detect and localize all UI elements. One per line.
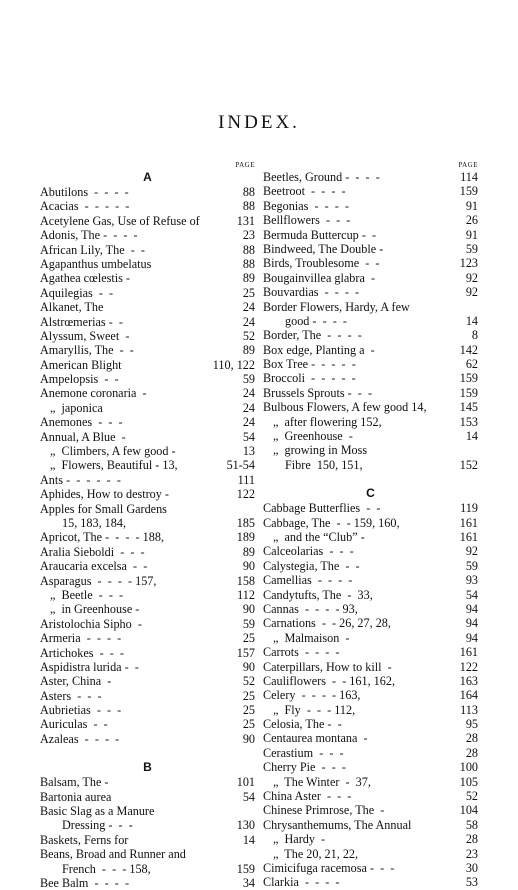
entry-pages: 88: [242, 199, 255, 214]
entry-text: Candytufts, The - 33,: [263, 587, 373, 602]
entry-text: Beans, Broad and Runner and: [40, 847, 186, 862]
entry-text: Asters - - -: [40, 688, 102, 703]
index-entry: [263, 530, 478, 544]
index-entry: [40, 847, 255, 861]
entry-text: „ Greenhouse -: [273, 429, 353, 444]
entry-pages: 95: [465, 717, 478, 732]
index-entry: [263, 328, 478, 342]
entry-text: Aubrietias - - -: [40, 703, 122, 718]
entry-text: Baskets, Ferns for: [40, 832, 129, 847]
index-entry: [40, 329, 255, 343]
entry-pages: 58: [465, 817, 478, 832]
entry-text: Centaurea montana -: [263, 731, 368, 746]
index-entry: [40, 790, 255, 804]
entry-text: Acacias - - - - -: [40, 199, 130, 214]
index-entry: [263, 832, 478, 846]
entry-text: Cannas - - - - 93,: [263, 601, 358, 616]
entry-text: Bouvardias - - - -: [263, 285, 360, 300]
index-entry: [263, 343, 478, 357]
entry-text: Brussels Sprouts - - -: [263, 385, 373, 400]
index-entry: [263, 645, 478, 659]
entry-text: Bougainvillea glabra -: [263, 270, 376, 285]
entry-text: Begonias - - - -: [263, 198, 349, 213]
index-entry: [40, 516, 255, 530]
entry-pages: 53: [465, 875, 478, 890]
index-column-right: [263, 160, 478, 890]
index-entry: [263, 429, 478, 443]
index-entry: [263, 386, 478, 400]
index-entry: [263, 501, 478, 515]
entry-pages: 25: [242, 703, 255, 718]
entry-pages: 164: [459, 688, 478, 703]
index-entry: [263, 731, 478, 745]
entry-pages: 88: [242, 185, 255, 199]
entry-pages: 59: [465, 558, 478, 573]
entry-pages: 161: [459, 529, 478, 544]
entry-text: Chrysanthemums, The Annual: [263, 817, 412, 832]
entry-pages: 122: [459, 659, 478, 674]
entry-text: French - - - 158,: [62, 861, 151, 876]
index-entry: [263, 242, 478, 256]
entry-text: Box edge, Planting a -: [263, 342, 375, 357]
entry-pages: 89: [242, 544, 255, 559]
index-entry: [40, 502, 255, 516]
entry-text: Broccoli - - - - -: [263, 371, 356, 386]
entry-text: „ and the “Club” -: [273, 529, 365, 544]
index-entry: [40, 559, 255, 573]
entry-pages: 152: [459, 457, 478, 472]
index-entry: [263, 789, 478, 803]
entry-pages: 24: [242, 300, 255, 315]
index-entry: [263, 803, 478, 817]
entry-text: Bartonia aurea: [40, 789, 112, 804]
entry-text: „ Hardy -: [273, 832, 326, 847]
entry-pages: 25: [242, 688, 255, 703]
entry-text: „ in Greenhouse -: [50, 602, 140, 617]
entry-text: Aphides, How to destroy -: [40, 487, 169, 502]
entry-pages: 88: [242, 256, 255, 271]
entry-text: „ Malmaison -: [273, 630, 350, 645]
entry-pages: 94: [465, 630, 478, 645]
index-entry: [40, 833, 255, 847]
entry-pages: 14: [465, 313, 478, 328]
entry-pages: 131: [236, 213, 255, 228]
entry-pages: 142: [459, 342, 478, 357]
entry-pages: 24: [242, 415, 255, 430]
entry-text: Balsam, The -: [40, 775, 109, 790]
entry-text: Apples for Small Gardens: [40, 501, 167, 516]
entry-text: „ japonica: [50, 400, 103, 415]
entry-pages: 123: [459, 256, 478, 271]
index-entry: [263, 674, 478, 688]
entry-text: Cerastium - - -: [263, 745, 344, 760]
entry-text: Adonis, The - - - -: [40, 228, 138, 243]
index-entry: [40, 430, 255, 444]
entry-pages: 158: [236, 573, 255, 588]
index-entry: [40, 415, 255, 429]
entry-text: Annual, A Blue -: [40, 429, 126, 444]
index-entry: [40, 444, 255, 458]
entry-pages: 51-54: [226, 458, 255, 473]
section-letter: C: [366, 486, 375, 501]
entry-text: Alyssum, Sweet -: [40, 328, 130, 343]
index-entry: [40, 372, 255, 386]
entry-text: Fibre 150, 151,: [285, 457, 363, 472]
index-entry: [40, 689, 255, 703]
index-entry: [263, 717, 478, 731]
index-entry: [263, 357, 478, 371]
index-column-left: [40, 160, 255, 890]
entry-pages: 92: [465, 270, 478, 285]
entry-pages: 92: [465, 544, 478, 559]
entry-pages: 24: [242, 314, 255, 329]
index-entry: [40, 257, 255, 271]
entry-text: Border, The - - - -: [263, 328, 362, 343]
entry-text: Abutilons - - - -: [40, 185, 129, 199]
entry-pages: 90: [242, 559, 255, 574]
entry-text: Bulbous Flowers, A few good 14,: [263, 400, 427, 415]
index-entry: [40, 818, 255, 832]
index-entry: [40, 617, 255, 631]
entry-pages: 94: [465, 616, 478, 631]
index-entry: [40, 199, 255, 213]
index-entry: [263, 458, 478, 472]
index-entry: [263, 559, 478, 573]
entry-text: „ The Winter - 37,: [273, 774, 371, 789]
entry-text: „ Fly - - - 112,: [273, 702, 356, 717]
index-entry: [263, 228, 478, 242]
entry-pages: 25: [242, 717, 255, 732]
entry-pages: 54: [242, 789, 255, 804]
index-entry: [263, 746, 478, 760]
entry-text: „ Beetle - - -: [50, 587, 124, 602]
index-entry: [263, 818, 478, 832]
entry-pages: 23: [465, 846, 478, 861]
entry-text: Ants - - - - - -: [40, 472, 121, 487]
entry-pages: 24: [242, 400, 255, 415]
entry-text: Beetles, Ground - - - -: [263, 170, 380, 184]
entry-text: „ Flowers, Beautiful - 13,: [50, 458, 178, 473]
entry-text: Asparagus - - - - 157,: [40, 573, 157, 588]
section-letter: A: [143, 170, 152, 184]
entry-text: Calystegia, The - -: [263, 558, 360, 573]
entry-text: Dressing - - -: [62, 818, 133, 833]
index-entry: [40, 315, 255, 329]
entry-text: Bellflowers - - -: [263, 213, 351, 228]
index-entry: [40, 214, 255, 228]
entry-text: Azaleas - - - -: [40, 731, 120, 746]
entry-text: Amaryllis, The - -: [40, 343, 134, 358]
entry-text: Acetylene Gas, Use of Refuse of: [40, 213, 200, 228]
index-entry: [40, 876, 255, 890]
index-entry: [263, 861, 478, 875]
entry-text: „ The 20, 21, 22,: [273, 846, 359, 861]
index-entry: [40, 185, 255, 199]
index-entry: [263, 199, 478, 213]
entry-pages: 30: [465, 860, 478, 875]
entry-pages: 159: [459, 371, 478, 386]
entry-text: „ Climbers, A few good -: [50, 444, 176, 459]
entry-pages: 153: [459, 414, 478, 429]
entry-pages: 114: [460, 170, 478, 184]
index-entry: [263, 184, 478, 198]
index-entry: [263, 271, 478, 285]
entry-pages: 157: [236, 645, 255, 660]
index-entry: [40, 631, 255, 645]
entry-pages: 94: [465, 601, 478, 616]
entry-text: Box Tree - - - - -: [263, 357, 356, 372]
entry-pages: 122: [236, 487, 255, 502]
index-entry: [40, 358, 255, 372]
entry-pages: 62: [465, 357, 478, 372]
entry-pages: 90: [242, 659, 255, 674]
index-entry: [263, 616, 478, 630]
entry-text: Chinese Primrose, The -: [263, 803, 385, 818]
entry-text: Aspidistra lurida - -: [40, 659, 139, 674]
index-entry: [40, 602, 255, 616]
entry-text: Beetroot - - - -: [263, 184, 346, 199]
index-entry: [263, 703, 478, 717]
entry-pages: 26: [465, 213, 478, 228]
entry-pages: 52: [242, 674, 255, 689]
index-entry: [40, 674, 255, 688]
page-column-header: PAGE: [458, 161, 478, 169]
index-entry: [263, 314, 478, 328]
entry-text: Aster, China -: [40, 674, 112, 689]
entry-text: „ after flowering 152,: [273, 414, 382, 429]
index-entry: [40, 660, 255, 674]
index-entry: [263, 213, 478, 227]
index-entry: [263, 573, 478, 587]
entry-text: 15, 183, 184,: [62, 515, 126, 530]
entry-pages: 119: [460, 501, 478, 516]
entry-pages: 130: [236, 818, 255, 833]
entry-text: Bermuda Buttercup - -: [263, 227, 377, 242]
index-entry: [263, 660, 478, 674]
entry-pages: 112: [237, 587, 255, 602]
entry-pages: 59: [242, 372, 255, 387]
index-entry: [263, 415, 478, 429]
index-entry: [263, 443, 478, 457]
entry-text: Armeria - - - -: [40, 631, 122, 646]
entry-text: Artichokes - - -: [40, 645, 124, 660]
index-entry: [40, 458, 255, 472]
entry-text: Cabbage, The - - 159, 160,: [263, 515, 400, 530]
index-entry: [40, 487, 255, 501]
index-entry: [263, 300, 478, 314]
entry-text: Border Flowers, Hardy, A few: [263, 299, 410, 314]
index-entry: [263, 285, 478, 299]
index-entry: [263, 847, 478, 861]
entry-text: Agathea cœlestis -: [40, 271, 131, 286]
entry-pages: 101: [236, 775, 255, 790]
entry-text: Apricot, The - - - - 188,: [40, 530, 164, 545]
entry-text: Aristolochia Sipho -: [40, 616, 142, 631]
entry-pages: 161: [459, 515, 478, 530]
entry-text: Celosia, The - -: [263, 717, 342, 732]
entry-text: Aquilegias - -: [40, 285, 114, 300]
index-entry: [263, 400, 478, 414]
index-entry: [263, 516, 478, 530]
entry-pages: 100: [459, 760, 478, 775]
entry-pages: 28: [465, 832, 478, 847]
entry-pages: 145: [459, 400, 478, 415]
entry-pages: 14: [465, 429, 478, 444]
index-entry: [263, 170, 478, 184]
entry-pages: 13: [242, 444, 255, 459]
index-entry: [263, 256, 478, 270]
index-entry: [40, 717, 255, 731]
entry-text: China Aster - - -: [263, 789, 352, 804]
entry-text: Celery - - - - 163,: [263, 688, 361, 703]
index-entry: [263, 544, 478, 558]
index-entry: [40, 286, 255, 300]
entry-text: Carrots - - - -: [263, 645, 340, 660]
entry-pages: 52: [465, 789, 478, 804]
entry-pages: 90: [242, 602, 255, 617]
entry-text: Clarkia - - - -: [263, 875, 340, 890]
entry-pages: 159: [236, 861, 255, 876]
entry-pages: 8: [471, 328, 478, 343]
entry-text: Cauliflowers - - 161, 162,: [263, 673, 396, 688]
entry-pages: 113: [460, 702, 478, 717]
entry-text: Agapanthus umbelatus: [40, 256, 152, 271]
page-column-header: PAGE: [235, 161, 255, 169]
entry-pages: 93: [465, 573, 478, 588]
index-entry: [263, 631, 478, 645]
index-entry: [263, 602, 478, 616]
index-entry: [40, 574, 255, 588]
entry-text: Basic Slag as a Manure: [40, 804, 155, 819]
entry-text: Bindweed, The Double -: [263, 241, 384, 256]
entry-pages: 163: [459, 673, 478, 688]
entry-text: Aralia Sieboldi - - -: [40, 544, 145, 559]
entry-pages: 89: [242, 343, 255, 358]
index-entry: [40, 271, 255, 285]
entry-text: good - - - -: [285, 313, 347, 328]
entry-pages: 159: [459, 184, 478, 199]
entry-text: Araucaria excelsa - -: [40, 559, 148, 574]
entry-pages: 185: [236, 515, 255, 530]
entry-pages: 28: [465, 745, 478, 760]
index-entry: [263, 775, 478, 789]
entry-text: Cimicifuga racemosa - - -: [263, 860, 395, 875]
entry-pages: 59: [242, 616, 255, 631]
index-entry: [40, 862, 255, 876]
index-entry: [40, 300, 255, 314]
index-entry: [263, 371, 478, 385]
index-entry: [263, 760, 478, 774]
page-title: INDEX.: [218, 112, 300, 133]
index-entry: [40, 588, 255, 602]
entry-text: Alkanet, The: [40, 300, 104, 315]
index-entry: [40, 386, 255, 400]
index-entry: [40, 228, 255, 242]
entry-pages: 59: [465, 241, 478, 256]
entry-text: Calceolarias - - -: [263, 544, 354, 559]
entry-text: Birds, Troublesome - -: [263, 256, 380, 271]
entry-pages: 161: [459, 645, 478, 660]
index-entry: [40, 243, 255, 257]
entry-pages: 23: [242, 228, 255, 243]
entry-pages: 110, 122: [212, 357, 255, 372]
entry-pages: 14: [242, 832, 255, 847]
entry-text: Bee Balm - - - -: [40, 875, 130, 890]
entry-pages: 25: [242, 285, 255, 300]
entry-pages: 24: [242, 386, 255, 401]
entry-pages: 54: [465, 587, 478, 602]
index-entry: [40, 646, 255, 660]
section-letter: B: [143, 760, 152, 775]
entry-text: Carnations - - 26, 27, 28,: [263, 616, 391, 631]
entry-pages: 91: [465, 198, 478, 213]
index-entry: [40, 530, 255, 544]
index-entry: [40, 545, 255, 559]
entry-pages: 89: [242, 271, 255, 286]
index-entry: [263, 688, 478, 702]
index-entry: [40, 473, 255, 487]
entry-pages: 159: [459, 385, 478, 400]
entry-text: Cherry Pie - - -: [263, 760, 346, 775]
entry-pages: 111: [237, 472, 255, 487]
index-entry: [40, 775, 255, 789]
index-entry: [263, 588, 478, 602]
entry-pages: 92: [465, 285, 478, 300]
index-entry: [40, 703, 255, 717]
entry-pages: 54: [242, 429, 255, 444]
entry-text: Auriculas - -: [40, 717, 108, 732]
entry-pages: 52: [242, 328, 255, 343]
entry-pages: 104: [459, 803, 478, 818]
entry-pages: 91: [465, 227, 478, 242]
entry-pages: 88: [242, 242, 255, 257]
entry-pages: 25: [242, 631, 255, 646]
entry-text: Alstrœmerias - -: [40, 314, 123, 329]
entry-text: Camellias - - - -: [263, 573, 353, 588]
entry-text: „ growing in Moss: [273, 443, 368, 458]
entry-text: Caterpillars, How to kill -: [263, 659, 392, 674]
entry-pages: 34: [242, 875, 255, 890]
entry-text: Anemone coronaria -: [40, 386, 147, 401]
index-entry: [40, 343, 255, 357]
index-entry: [40, 401, 255, 415]
entry-pages: 90: [242, 731, 255, 746]
entry-text: African Lily, The - -: [40, 242, 145, 257]
index-entry: [40, 732, 255, 746]
entry-pages: 189: [236, 530, 255, 545]
entry-pages: 28: [465, 731, 478, 746]
index-entry: [40, 804, 255, 818]
entry-text: Anemones - - -: [40, 415, 123, 430]
entry-text: Ampelopsis - -: [40, 372, 119, 387]
entry-text: Cabbage Butterflies - -: [263, 501, 381, 516]
entry-text: American Blight: [40, 357, 122, 372]
index-entry: [263, 875, 478, 889]
entry-pages: 105: [459, 774, 478, 789]
